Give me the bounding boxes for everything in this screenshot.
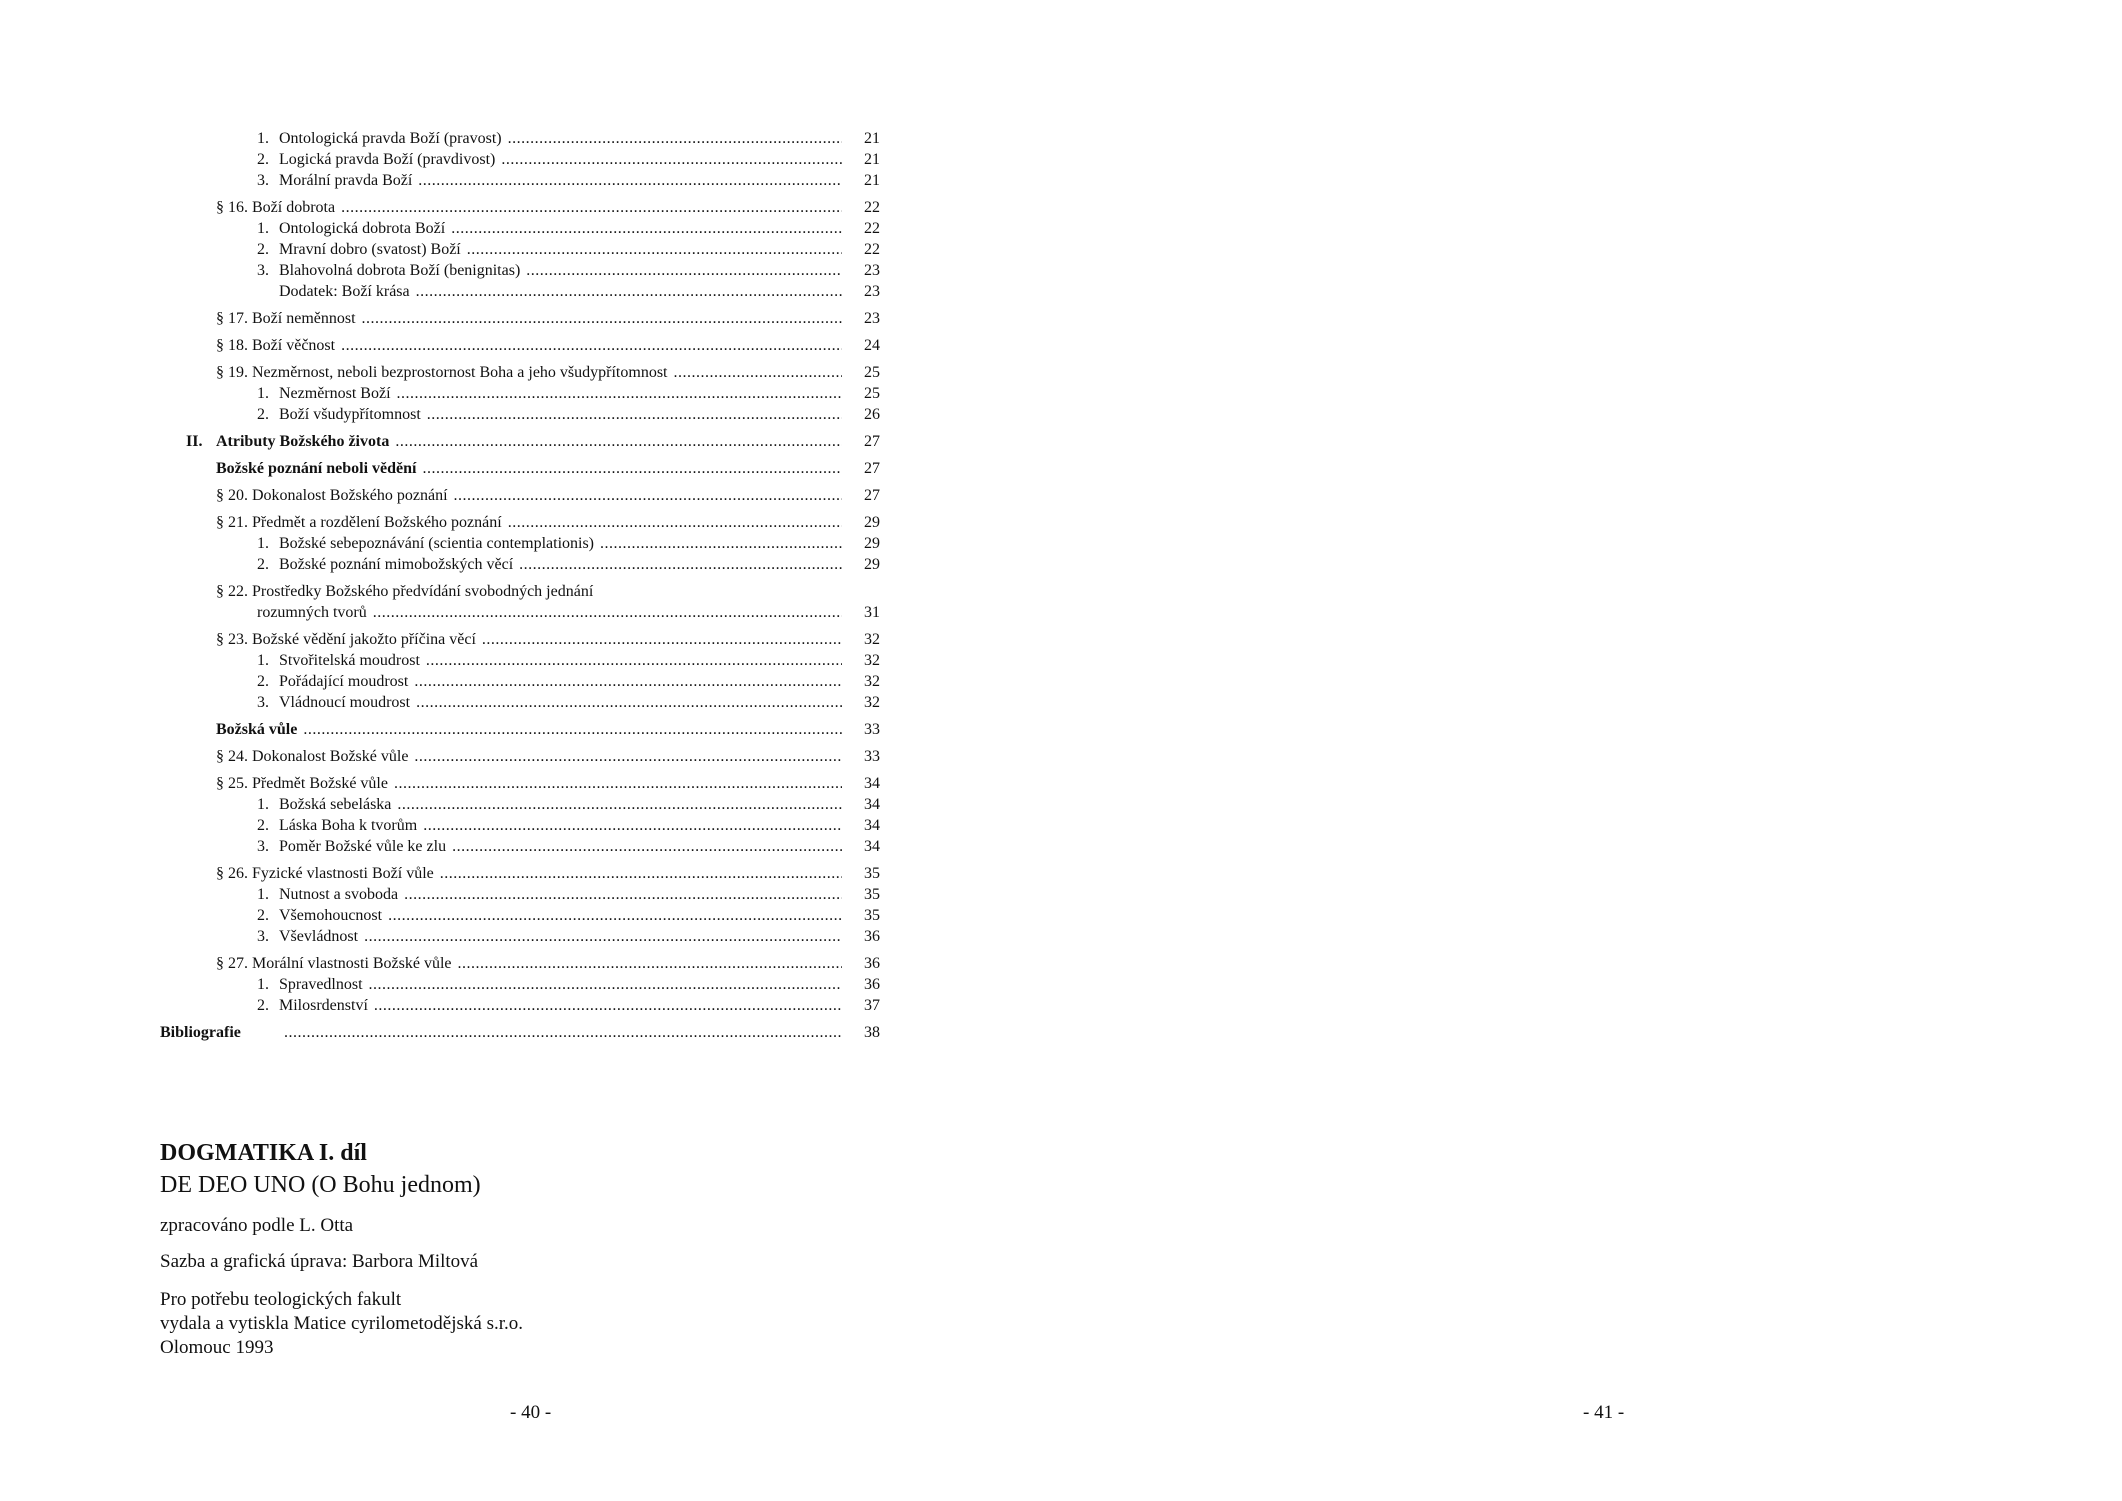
toc-page-number: 38 bbox=[864, 1024, 880, 1041]
toc-entry bbox=[160, 362, 880, 383]
toc-dot-leader bbox=[467, 239, 842, 260]
toc-dot-leader bbox=[341, 197, 842, 218]
toc-page-number: 22 bbox=[864, 241, 880, 258]
toc-entry bbox=[160, 794, 880, 815]
toc-entry-label: § 17. Boží neměnnost bbox=[216, 310, 356, 327]
toc-entry-label: Milosrdenství bbox=[279, 997, 368, 1014]
toc-entry-number: 1. bbox=[257, 220, 269, 237]
toc-entry bbox=[160, 308, 880, 329]
toc-page-number: 34 bbox=[864, 775, 880, 792]
toc-dot-leader bbox=[404, 884, 842, 905]
toc-dot-leader bbox=[440, 863, 842, 884]
toc-entry bbox=[160, 974, 880, 995]
toc-dot-leader bbox=[673, 362, 842, 383]
toc-page-number: 36 bbox=[864, 928, 880, 945]
toc-page-number: 22 bbox=[864, 220, 880, 237]
toc-entry-number: 1. bbox=[257, 535, 269, 552]
toc-entry-number: 2. bbox=[257, 151, 269, 168]
toc-entry bbox=[160, 650, 880, 671]
toc-dot-leader bbox=[418, 170, 842, 191]
toc-entry bbox=[160, 458, 880, 479]
toc-entry-number: 3. bbox=[257, 928, 269, 945]
toc-entry bbox=[160, 260, 880, 281]
toc-entry-label: Božská vůle bbox=[216, 721, 298, 738]
toc-page-number: 33 bbox=[864, 748, 880, 765]
toc-page-number: 29 bbox=[864, 535, 880, 552]
toc-entry-label: Atributy Božského života bbox=[216, 433, 390, 450]
toc-page-number: 36 bbox=[864, 955, 880, 972]
toc-entry-label: Bibliografie bbox=[160, 1024, 241, 1041]
toc-entry bbox=[160, 773, 880, 794]
toc-dot-leader bbox=[364, 926, 842, 947]
toc-entry bbox=[160, 836, 880, 857]
toc-dot-leader bbox=[395, 431, 842, 452]
toc-dot-leader bbox=[526, 260, 842, 281]
toc-entry-number: 1. bbox=[257, 796, 269, 813]
toc-page-number: 25 bbox=[864, 364, 880, 381]
toc-entry bbox=[160, 128, 880, 149]
toc-page-number: 32 bbox=[864, 652, 880, 669]
toc-entry-label: § 16. Boží dobrota bbox=[216, 199, 336, 216]
toc-entry bbox=[160, 926, 880, 947]
colophon bbox=[160, 1138, 860, 1360]
toc-entry-label: Božská sebeláska bbox=[279, 796, 392, 813]
toc-entry-label: Božské poznání neboli vědění bbox=[216, 460, 417, 477]
toc-entry bbox=[160, 281, 880, 302]
toc-dot-leader bbox=[454, 485, 842, 506]
toc-page-number: 32 bbox=[864, 694, 880, 711]
toc-entry-number: 2. bbox=[257, 817, 269, 834]
toc-page-number: 32 bbox=[864, 673, 880, 690]
toc-page-number: 34 bbox=[864, 817, 880, 834]
toc-dot-leader bbox=[427, 404, 842, 425]
toc-entry bbox=[160, 884, 880, 905]
toc-page-number: 37 bbox=[864, 997, 880, 1014]
toc-entry-number: 2. bbox=[257, 673, 269, 690]
toc-dot-leader bbox=[341, 335, 842, 356]
toc-dot-leader bbox=[362, 308, 842, 329]
toc-entry bbox=[160, 863, 880, 884]
toc-dot-leader bbox=[451, 218, 842, 239]
page-number-left: - 40 - bbox=[510, 1402, 552, 1423]
toc-part-number: II. bbox=[186, 433, 203, 450]
toc-page-number: 21 bbox=[864, 151, 880, 168]
toc-entry bbox=[160, 512, 880, 533]
toc-entry-label: Božské sebepoznávání (scientia contemplationis) bbox=[279, 535, 595, 552]
toc-page-number: 26 bbox=[864, 406, 880, 423]
page-number-right: - 41 - bbox=[1583, 1402, 1625, 1423]
toc-entry bbox=[160, 671, 880, 692]
toc-page-number: 29 bbox=[864, 556, 880, 573]
toc-entry-label: Nutnost a svoboda bbox=[279, 886, 399, 903]
toc-dot-leader bbox=[388, 905, 842, 926]
toc-entry-label: Boží všudypřítomnost bbox=[279, 406, 421, 423]
toc-entry bbox=[160, 719, 880, 740]
table-of-contents bbox=[160, 128, 880, 1043]
toc-entry bbox=[160, 905, 880, 926]
toc-entry bbox=[160, 485, 880, 506]
toc-dot-leader bbox=[422, 458, 842, 479]
toc-entry bbox=[160, 170, 880, 191]
toc-entry-label: § 21. Předmět a rozdělení Božského poznání bbox=[216, 514, 502, 531]
toc-entry-label: Vševládnost bbox=[279, 928, 359, 945]
adapted-note: zpracováno podle L. Otta bbox=[160, 1215, 354, 1236]
toc-page-number: 36 bbox=[864, 976, 880, 993]
toc-entry-number: 2. bbox=[257, 241, 269, 258]
toc-entry-label: § 24. Dokonalost Božské vůle bbox=[216, 748, 409, 765]
toc-entry bbox=[160, 404, 880, 425]
toc-page-number: 29 bbox=[864, 514, 880, 531]
toc-page-number: 22 bbox=[864, 199, 880, 216]
toc-page-number: 23 bbox=[864, 310, 880, 327]
toc-entry-number: 1. bbox=[257, 652, 269, 669]
toc-entry-label: § 26. Fyzické vlastnosti Boží vůle bbox=[216, 865, 434, 882]
book-subtitle: DE DEO UNO (O Bohu jednom) bbox=[160, 1172, 481, 1198]
publisher-line: Pro potřebu teologických fakult bbox=[160, 1289, 402, 1310]
toc-dot-leader bbox=[501, 149, 842, 170]
toc-entry-number: 3. bbox=[257, 838, 269, 855]
toc-entry bbox=[160, 149, 880, 170]
toc-entry-label: Spravedlnost bbox=[279, 976, 363, 993]
toc-entry-label: rozumných tvorů bbox=[257, 604, 367, 621]
toc-page-number: 24 bbox=[864, 337, 880, 354]
toc-dot-leader bbox=[426, 650, 842, 671]
toc-dot-leader bbox=[508, 128, 842, 149]
toc-entry-label: Dodatek: Boží krása bbox=[279, 283, 410, 300]
toc-entry-label: § 22. Prostředky Božského předvídání svobodných jednání bbox=[216, 583, 594, 600]
toc-entry-number: 2. bbox=[257, 907, 269, 924]
toc-entry-number: 2. bbox=[257, 997, 269, 1014]
toc-entry-label: Ontologická pravda Boží (pravost) bbox=[279, 130, 502, 147]
toc-entry bbox=[160, 218, 880, 239]
toc-dot-leader bbox=[416, 281, 842, 302]
toc-page-number: 34 bbox=[864, 838, 880, 855]
toc-entry bbox=[160, 746, 880, 767]
toc-dot-leader bbox=[284, 1022, 842, 1043]
toc-entry-label: Logická pravda Boží (pravdivost) bbox=[279, 151, 496, 168]
publisher-line: Olomouc 1993 bbox=[160, 1337, 274, 1358]
toc-page-number: 34 bbox=[864, 796, 880, 813]
toc-entry bbox=[160, 602, 880, 623]
toc-page-number: 31 bbox=[864, 604, 880, 621]
toc-entry-label: Ontologická dobrota Boží bbox=[279, 220, 446, 237]
toc-dot-leader bbox=[397, 794, 842, 815]
toc-entry bbox=[160, 239, 880, 260]
toc-entry-label: Láska Boha k tvorům bbox=[279, 817, 418, 834]
toc-entry bbox=[160, 533, 880, 554]
toc-dot-leader bbox=[519, 554, 842, 575]
toc-dot-leader bbox=[373, 602, 842, 623]
toc-dot-leader bbox=[452, 836, 842, 857]
toc-dot-leader bbox=[369, 974, 842, 995]
toc-page-number: 35 bbox=[864, 865, 880, 882]
toc-entry bbox=[160, 431, 880, 452]
toc-dot-leader bbox=[458, 953, 842, 974]
toc-dot-leader bbox=[394, 773, 842, 794]
toc-dot-leader bbox=[374, 995, 842, 1016]
toc-page-number: 33 bbox=[864, 721, 880, 738]
toc-entry-number: 1. bbox=[257, 385, 269, 402]
toc-dot-leader bbox=[482, 629, 842, 650]
toc-entry-label: Vládnoucí moudrost bbox=[279, 694, 411, 711]
toc-dot-leader bbox=[423, 815, 842, 836]
toc-page-number: 35 bbox=[864, 907, 880, 924]
toc-entry-label: Božské poznání mimobožských věcí bbox=[279, 556, 514, 573]
toc-entry bbox=[160, 197, 880, 218]
toc-dot-leader bbox=[600, 533, 842, 554]
toc-entry-label: § 20. Dokonalost Božského poznání bbox=[216, 487, 448, 504]
toc-entry-label: § 19. Nezměrnost, neboli bezprostornost Boha a jeho všudypřítomnost bbox=[216, 364, 668, 381]
toc-entry bbox=[160, 629, 880, 650]
typesetting-credit: Sazba a grafická úprava: Barbora Miltová bbox=[160, 1251, 479, 1272]
toc-entry-label: Všemohoucnost bbox=[279, 907, 383, 924]
toc-page-number: 27 bbox=[864, 460, 880, 477]
toc-entry-label: § 27. Morální vlastnosti Božské vůle bbox=[216, 955, 452, 972]
toc-entry-label: Morální pravda Boží bbox=[279, 172, 413, 189]
toc-entry-number: 1. bbox=[257, 886, 269, 903]
publisher-line: vydala a vytiskla Matice cyrilometodějská s.r.o. bbox=[160, 1313, 524, 1334]
toc-entry-label: Pořádající moudrost bbox=[279, 673, 409, 690]
toc-dot-leader bbox=[416, 692, 842, 713]
toc-entry-label: Stvořitelská moudrost bbox=[279, 652, 420, 669]
toc-entry-label: Poměr Božské vůle ke zlu bbox=[279, 838, 447, 855]
toc-entry-label: Blahovolná dobrota Boží (benignitas) bbox=[279, 262, 521, 279]
toc-entry bbox=[160, 953, 880, 974]
toc-page-number: 21 bbox=[864, 172, 880, 189]
toc-entry bbox=[160, 995, 880, 1016]
toc-dot-leader bbox=[303, 719, 842, 740]
toc-page-number: 21 bbox=[864, 130, 880, 147]
toc-page-number: 23 bbox=[864, 283, 880, 300]
toc-page-number: 35 bbox=[864, 886, 880, 903]
toc-page-number: 32 bbox=[864, 631, 880, 648]
toc-dot-leader bbox=[414, 671, 842, 692]
toc-entry-label: § 25. Předmět Božské vůle bbox=[216, 775, 388, 792]
toc-entry-label: Mravní dobro (svatost) Boží bbox=[279, 241, 461, 258]
toc-entry bbox=[160, 335, 880, 356]
toc-page-number: 27 bbox=[864, 433, 880, 450]
toc-entry-number: 3. bbox=[257, 172, 269, 189]
toc-entry-label: Nezměrnost Boží bbox=[279, 385, 391, 402]
toc-dot-leader bbox=[508, 512, 842, 533]
toc-entry bbox=[160, 383, 880, 404]
toc-entry-number: 3. bbox=[257, 694, 269, 711]
toc-page-number: 23 bbox=[864, 262, 880, 279]
publisher-block bbox=[160, 1288, 860, 1360]
toc-entry-number: 1. bbox=[257, 976, 269, 993]
toc-entry bbox=[160, 554, 880, 575]
toc-entry bbox=[160, 692, 880, 713]
toc-entry bbox=[160, 815, 880, 836]
book-title: DOGMATIKA I. díl bbox=[160, 1140, 367, 1166]
toc-entry-number: 2. bbox=[257, 556, 269, 573]
toc-page-number: 27 bbox=[864, 487, 880, 504]
toc-entry-number: 2. bbox=[257, 406, 269, 423]
toc-entry-number: 1. bbox=[257, 130, 269, 147]
toc-page-number: 25 bbox=[864, 385, 880, 402]
toc-dot-leader bbox=[397, 383, 842, 404]
toc-entry-number: 3. bbox=[257, 262, 269, 279]
toc-entry-label: § 18. Boží věčnost bbox=[216, 337, 336, 354]
toc-dot-leader bbox=[414, 746, 842, 767]
toc-entry bbox=[160, 581, 880, 602]
toc-entry bbox=[160, 1022, 880, 1043]
toc-entry-label: § 23. Božské vědění jakožto příčina věcí bbox=[216, 631, 476, 648]
